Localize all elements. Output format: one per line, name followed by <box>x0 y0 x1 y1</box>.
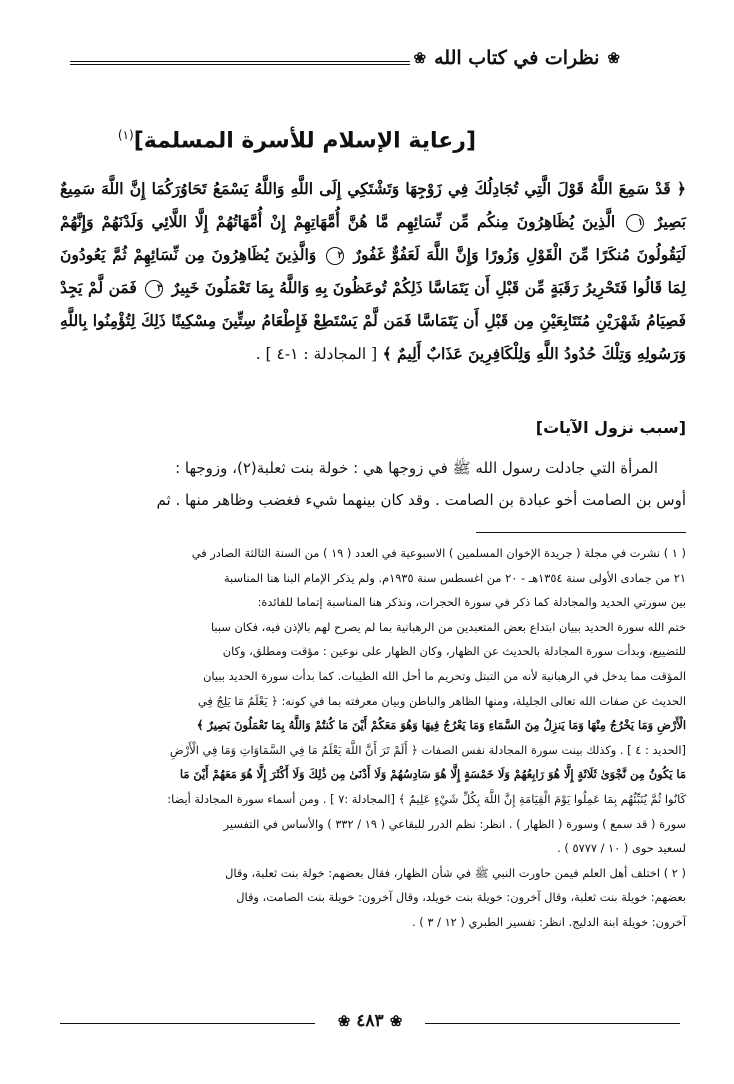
verse-line: وَإِنَّهُمْ لَيَقُولُونَ مُنكَرًا مِّنَ الْقَوْلِ وَزُورًا وَإِنَّ اللَّهَ لَعَفُوٌّ غَفُورٌ <box>60 212 686 264</box>
footnote-line: ( ١ ) نشرت في مجلة ( جريدة الإخوان المسلمين ) الاسبوعية في العدد ( ١٩ ) من السنة الثالثة الصادر في <box>191 546 686 560</box>
header-rule <box>70 61 410 62</box>
footnote-line: للتضييع، وبدأت سورة المجادلة بالحديث عن الظهار، وكان الظهار على نوعين : مؤقت ومطلق، وكان <box>222 644 686 659</box>
footnote-line: ( ٢ ) اختلف أهل العلم فيمن حاورت النبي ﷺ في شأن الظهار، فقال بعضهم: خولة بنت ثعلبة، وقال <box>225 865 686 880</box>
quran-verses <box>60 172 686 371</box>
verse-line: ﴿ قَدْ سَمِعَ اللَّهُ قَوْلَ الَّتِي تُجَادِلُكَ فِي زَوْجِهَا وَتَشْتَكِي إِلَى اللَّهِ وَاللَّهُ يَسْمَعُ تَحَاوُرَكُمَا إِنَّ اللَّهَ <box>101 179 686 198</box>
footnote-line: الحديث عن صفات الله تعالى الجليلة، ومنها الظاهر والباطن وبيان معرفته بما في كونه: ﴿ يَعْلَمُ مَا يَلِجُ فِي <box>197 693 686 708</box>
footnote-line: مَا يَكُونُ مِن نَّجْوَىٰ ثَلَاثَةٍ إِلَّا هُوَ رَابِعُهُمْ وَلَا خَمْسَةٍ إِلَّا هُوَ سَادِسُهُمْ وَلَا أَدْنَىٰ مِن ذَٰلِكَ وَلَا أَكْثَرَ إِلَّا هُوَ مَعَهُمْ أَيْنَ مَا <box>179 767 686 782</box>
footnote-1 <box>46 541 686 861</box>
verse-line: لِتُؤْمِنُوا بِاللَّهِ وَرَسُولِهِ وَتِلْكَ حُدُودُ اللَّهِ وَلِلْكَافِرِينَ عَذَابٌ أَلِيمٌ ﴾ <box>60 311 686 363</box>
footnote-line: كَانُوا ثُمَّ يُنَبِّئُهُم بِمَا عَمِلُوا يَوْمَ الْقِيَامَةِ إِنَّ اللَّهَ بِكُلِّ شَيْءٍ عَلِيمٌ ﴾ [المجادلة :٧ ] . ومن أسماء سورة المجادلة أيضا: <box>167 791 686 806</box>
header-rule-double <box>70 64 410 65</box>
verse-line: الَّذِينَ يُظَاهِرُونَ مِنكُم مِّن نِّسَائِهِم مَّا هُنَّ أُمَّهَاتِهِمْ إِنْ أُمَّهَاتُهُمْ إِلَّا اللَّائِي وَلَدْنَهُمْ <box>101 212 616 231</box>
verse-number-badge: ١ <box>626 214 644 232</box>
verse-line: سَمِيعٌ بَصِيرٌ <box>60 179 686 231</box>
page-footer <box>60 1011 680 1034</box>
page-number: ٤٨٣ <box>356 1011 384 1031</box>
footnote-marker[interactable]: (١) <box>117 128 134 142</box>
footnote-line: المؤقت مما يدخل في الرهبانية لأنه من التبتل وتحريم ما أحل الله الطيبات. كما بدأت سورة الحديد ببيان <box>203 668 686 683</box>
running-header-title-group <box>414 44 620 72</box>
footnote-2 <box>46 861 686 935</box>
chapter-heading-text: [رعاية الإسلام للأسرة المسلمة] <box>133 128 476 154</box>
footnote-line: ٢١ من جمادى الأولى سنة ١٣٥٤هـ - ٢٠ من اغسطس سنة ١٩٣٥م. ولم يذكر الإمام البنا هنا المناسبة <box>223 570 686 585</box>
page-number-group <box>315 1011 425 1031</box>
chapter-heading <box>118 128 476 153</box>
verse-reference: [ المجادلة : ١-٤ ] . <box>255 345 378 363</box>
verse-line: يَعُودُونَ لِمَا قَالُوا فَتَحْرِيرُ رَقَبَةٍ مِّن قَبْلِ أَن يَتَمَاسَّا ذَلِكُمْ تُوعَظُونَ بِهِ وَاللَّهُ بِمَا تَعْمَلُونَ خَبِيرٌ <box>60 245 686 297</box>
verse-number-badge: ٣ <box>145 280 163 298</box>
footnote-line: لسعيد حوى ( ١٠ / ٥٧٧٧ ) . <box>557 841 686 856</box>
footnote-line: سورة ( قد سمع ) وسورة ( الظهار ) . انظر: نظم الدرر للبقاعي ( ١٩ / ٣٣٢ ) والأساس في التفسير <box>223 816 686 831</box>
footnote-line: [الحديد : ٤ ] . وكذلك بينت سورة المجادلة نفس الصفات ﴿ أَلَمْ تَرَ أَنَّ اللَّهَ يَعْلَمُ مَا فِي السَّمَاوَاتِ وَمَا فِي الْأَرْضِ <box>169 742 686 757</box>
verse-line: وَالَّذِينَ يُظَاهِرُونَ مِن نِّسَائِهِمْ ثُمَّ <box>112 245 317 264</box>
ornament-icon: ❀ <box>337 1012 351 1030</box>
body-line: أوس بن الصامت أخو عبادة بن الصامت . وقد كان بينهما شيء فغضب وظاهر منها . ثم <box>156 491 686 509</box>
footnote-line: الْأَرْضِ وَمَا يَخْرُجُ مِنْهَا وَمَا يَنزِلُ مِنَ السَّمَاءِ وَمَا يَعْرُجُ فِيهَا وَهُوَ مَعَكُمْ أَيْنَ مَا كُنتُمْ وَاللَّهُ بِمَا تَعْمَلُونَ بَصِيرٌ ﴾ <box>196 718 686 733</box>
footnote-line: بعضهم: خويلة بنت ثعلبة، وقال آخرون: خويلة بنت خويلد، وقال آخرون: خويلة بنت الصامت، وقال <box>236 890 686 905</box>
footnote-line: بين سورتي الحديد والمجادلة كما ذكر في سورة الحجرات، ونذكر هنا المناسبة إتماما للفائدة: <box>257 595 686 610</box>
ornament-icon: ❀ <box>413 49 427 67</box>
ornament-icon: ❀ <box>389 1012 403 1030</box>
footnotes <box>46 541 686 935</box>
footer-rule <box>425 1023 680 1024</box>
footer-rule <box>60 1023 315 1024</box>
body-paragraph <box>60 452 686 516</box>
body-line: المرأة التي جادلت رسول الله ﷺ في زوجها هي : خولة بنت ثعلبة(٢)، وزوجها : <box>175 459 658 477</box>
footnote-line: ختم الله سورة الحديد ببيان ابتداع بعض المتعبدين من الرهبانية بما لم يصرح لهم بالإذن فيه، فكان سببا <box>210 619 686 634</box>
footnote-separator <box>476 532 686 533</box>
running-header-title: نظرات في كتاب الله <box>434 47 600 69</box>
footnote-line: آخرون: خويلة ابنة الدليج. انظر: تفسير الطبري ( ١٢ / ٣ ) . <box>412 914 686 929</box>
verse-line: فَمَن لَّمْ يَجِدْ فَصِيَامُ شَهْرَيْنِ مُتَتَابِعَيْنِ مِن قَبْلِ أَن يَتَمَاسَّا فَمَن لَّمْ يَسْتَطِعْ فَإِطْعَامُ سِتِّينَ مِسْكِينًا ذَلِكَ <box>60 278 686 330</box>
section-subheading: [سبب نزول الآيات] <box>535 418 686 437</box>
ornament-icon: ❀ <box>607 49 620 67</box>
running-header <box>70 44 680 72</box>
verse-number-badge: ٢ <box>326 247 344 265</box>
